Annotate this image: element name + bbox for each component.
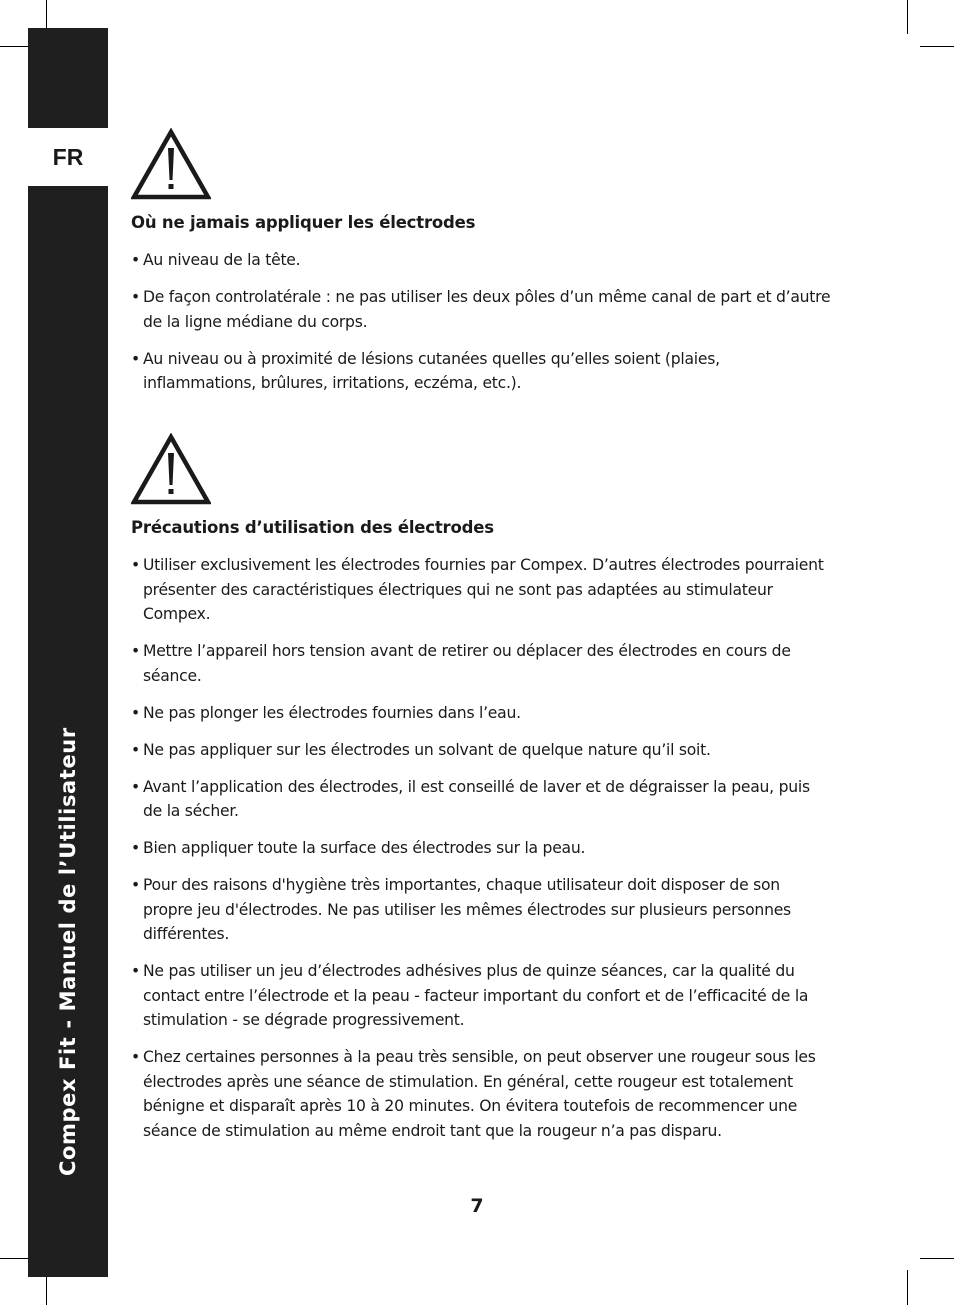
list-item: • Pour des raisons d'hygiène très importantes, chaque utilisateur doit disposer de son propre jeu d'électrodes. Ne pas utiliser les mêmes électrodes sur plusieurs personnes différentes.: [131, 873, 831, 947]
list-item: • Mettre l’appareil hors tension avant de retirer ou déplacer des électrodes en cours de séance.: [131, 639, 831, 688]
warning-triangle-icon: [131, 128, 211, 200]
list-item: • Bien appliquer toute la surface des électrodes sur la peau.: [131, 836, 831, 861]
list-item: • Au niveau ou à proximité de lésions cutanées quelles qu’elles soient (plaies, inflammations, brûlures, irritations, eczéma, etc.).: [131, 347, 831, 396]
section-where-not-apply: [131, 128, 831, 408]
list-item: • Utiliser exclusivement les électrodes fournies par Compex. D’autres électrodes pourraient présenter des caractéristiques électriques qui ne sont pas adaptées au stimulateur Compex.: [131, 553, 831, 627]
list-item: • De façon controlatérale : ne pas utiliser les deux pôles d’un même canal de part et d’autre de la ligne médiane du corps.: [131, 285, 831, 334]
language-tab: FR: [28, 128, 108, 186]
crop-mark: [0, 1258, 28, 1259]
list-item: • Chez certaines personnes à la peau très sensible, on peut observer une rougeur sous les électrodes après une séance de stimulation. En général, cette rougeur est totalement bénigne et disparaît après 10 à 20 minutes. On évitera toutefois de recommencer une séance de stimulation au même endroit tant que la rougeur n’a pas disparu.: [131, 1045, 831, 1143]
crop-mark: [907, 1270, 908, 1305]
manual-title: Compex Fit - Manuel de l’Utilisateur: [56, 727, 80, 1176]
list-item: • Au niveau de la tête.: [131, 248, 831, 273]
bullet-list: [131, 248, 831, 396]
warning-triangle-icon: [131, 433, 211, 505]
crop-mark: [0, 46, 28, 47]
list-item: • Avant l’application des électrodes, il est conseillé de laver et de dégraisser la peau, puis de la sécher.: [131, 775, 831, 824]
crop-mark: [920, 46, 954, 47]
list-item: • Ne pas utiliser un jeu d’électrodes adhésives plus de quinze séances, car la qualité du contact entre l’électrode et la peau - facteur important du confort et de l’efficacité de la stimulation - se dégrade progressivement.: [131, 959, 831, 1033]
bullet-list: [131, 553, 831, 1143]
crop-mark: [46, 1277, 47, 1305]
crop-mark: [46, 0, 47, 28]
list-item: • Ne pas plonger les électrodes fournies dans l’eau.: [131, 701, 831, 726]
list-item: • Ne pas appliquer sur les électrodes un solvant de quelque nature qu’il soit.: [131, 738, 831, 763]
section-title: Où ne jamais appliquer les électrodes: [131, 213, 476, 232]
page-number: 7: [470, 1195, 484, 1217]
crop-mark: [920, 1258, 954, 1259]
section-precautions: [131, 433, 831, 1156]
section-title: Précautions d’utilisation des électrodes: [131, 518, 494, 537]
crop-mark: [907, 0, 908, 34]
